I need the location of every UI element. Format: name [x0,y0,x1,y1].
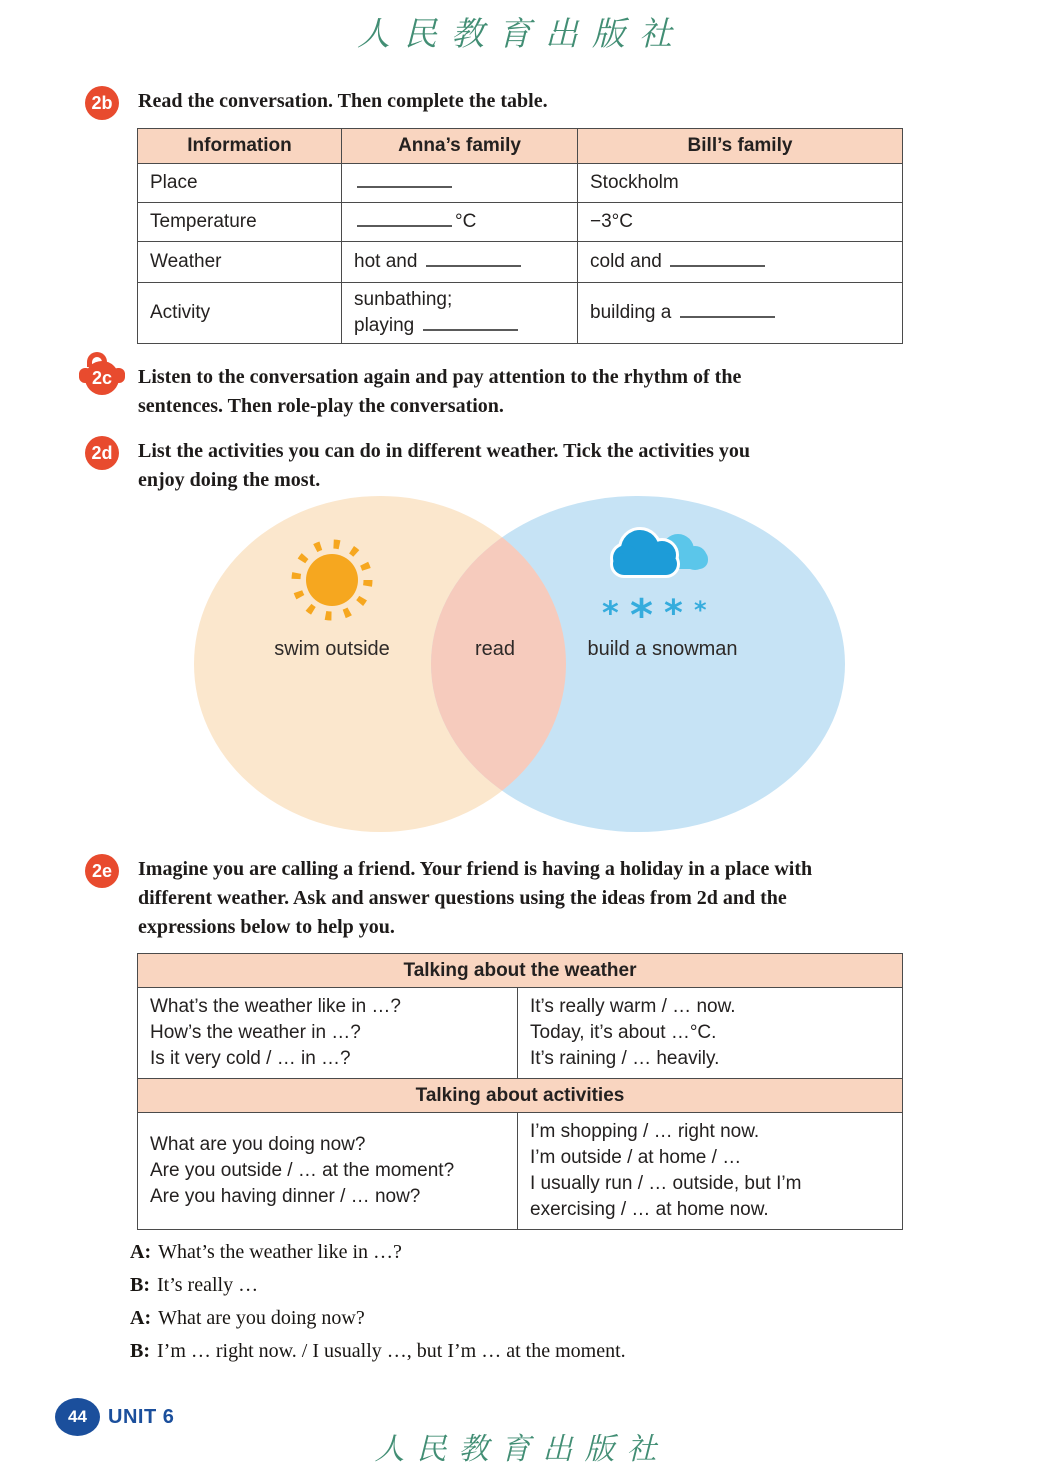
cell-text: building a [590,302,672,323]
blank-field [357,173,452,188]
table-row-place [138,164,903,203]
expression-line: What’s the weather like in …? [150,996,401,1017]
unit-label: UNIT 6 [108,1405,175,1428]
expression-line: I usually run / … outside, but I’m [530,1173,802,1194]
cell-anna-weather [342,242,578,283]
blank-field [423,316,518,331]
cell-bill-place: Stockholm [578,164,903,203]
cell-anna-activity [342,283,578,344]
dialogue-line [130,1335,626,1368]
cell-bill-activity [578,283,903,344]
dialogue-text: I’m … right now. / I usually …, but I’m … at the moment. [157,1340,626,1362]
table-row [138,129,903,164]
expression-line: It’s raining / … heavily. [530,1048,720,1069]
publisher-logo-top: 人民教育出版社 [357,14,686,53]
expression-line: exercising / … at home now. [530,1199,769,1220]
row-label-activity: Activity [138,283,342,344]
col-header-bills-family: Bill’s family [578,129,903,164]
venn-label-right: build a snowman [587,638,738,660]
page-number-badge: 44 [55,1398,100,1436]
speaker-label: B: [130,1274,150,1296]
svg-text:*: * [602,594,619,632]
instruction-2e-line2: different weather. Ask and answer questions using the ideas from 2d and the [138,887,787,909]
cell-text: hot and [354,251,418,272]
table-row-activity-expressions [138,1113,903,1230]
cell-anna-temperature [342,203,578,242]
cell-text: sunbathing; [354,289,453,310]
venn-diagram [0,492,1043,844]
table-row-weather [138,242,903,283]
row-label-weather: Weather [138,242,342,283]
cell-activity-questions [138,1113,518,1230]
expression-line: Today, it’s about …°C. [530,1022,717,1043]
header-talking-about-activities: Talking about activities [138,1079,903,1113]
blank-field [670,252,765,267]
venn-label-center: read [474,638,516,660]
cell-text: cold and [590,251,662,272]
dialogue-line [130,1236,626,1269]
expression-line: I’m shopping / … right now. [530,1121,760,1142]
venn-diagram-graphic [0,492,1043,844]
blank-field [680,303,775,318]
instruction-2d-line1: List the activities you can do in different weather. Tick the activities you [138,440,751,462]
temperature-unit: °C [455,211,477,232]
dialogue-text: It’s really … [157,1274,259,1296]
blank-field [357,212,452,227]
section-badge-2d: 2d [85,436,119,470]
dialogue-text: What’s the weather like in …? [158,1241,402,1263]
expression-line: Are you outside / … at the moment? [150,1160,455,1181]
venn-label-left: swim outside [274,638,390,660]
table-row-temperature [138,203,903,242]
instruction-2e-line1: Imagine you are calling a friend. Your friend is having a holiday in a place with [138,858,813,880]
cell-bill-temperature: −3°C [578,203,903,242]
table-2e-expressions [137,953,903,1230]
sample-dialogue [130,1236,626,1368]
header-talking-about-weather: Talking about the weather [138,954,903,988]
expression-line: I’m outside / at home / … [530,1147,742,1168]
svg-text:*: * [664,593,683,634]
instruction-2c [138,363,928,421]
cell-anna-place [342,164,578,203]
cell-weather-questions [138,988,518,1079]
cell-activity-answers [518,1113,903,1230]
instruction-2e-line3: expressions below to help you. [138,916,395,938]
table-row-weather-expressions [138,988,903,1079]
instruction-2d [138,437,928,495]
instruction-2c-line2: sentences. Then role-play the conversation. [138,395,504,417]
dialogue-line [130,1302,626,1335]
cell-weather-answers [518,988,903,1079]
cell-text: playing [354,315,415,336]
table-row-activity [138,283,903,344]
instruction-2b-text: Read the conversation. Then complete the table. [138,90,548,112]
expression-line: Are you having dinner / … now? [150,1186,421,1207]
dialogue-text: What are you doing now? [158,1307,365,1329]
row-label-place: Place [138,164,342,203]
instruction-2b [138,87,928,116]
speaker-label: B: [130,1340,150,1362]
speaker-label: A: [130,1307,152,1329]
blank-field [426,252,521,267]
table-section-header [138,1079,903,1113]
table-2b-conversation-info [137,128,903,344]
section-badge-2c: 2c [85,361,119,395]
instruction-2d-line2: enjoy doing the most. [138,469,321,491]
dialogue-line [130,1269,626,1302]
row-label-temperature: Temperature [138,203,342,242]
section-badge-2b: 2b [85,86,119,120]
col-header-annas-family: Anna’s family [342,129,578,164]
col-header-information: Information [138,129,342,164]
expression-line: Is it very cold / … in …? [150,1048,351,1069]
section-badge-2e: 2e [85,854,119,888]
svg-text:*: * [630,590,654,641]
instruction-2c-line1: Listen to the conversation again and pay attention to the rhythm of the [138,366,742,388]
table-section-header [138,954,903,988]
expression-line: It’s really warm / … now. [530,996,736,1017]
instruction-2e [138,855,928,942]
cell-bill-weather [578,242,903,283]
svg-text:*: * [694,596,707,624]
expression-line: How’s the weather in …? [150,1022,361,1043]
publisher-logo-bottom: 人民教育出版社 [374,1432,669,1467]
expression-line: What are you doing now? [150,1134,366,1155]
speaker-label: A: [130,1241,152,1263]
